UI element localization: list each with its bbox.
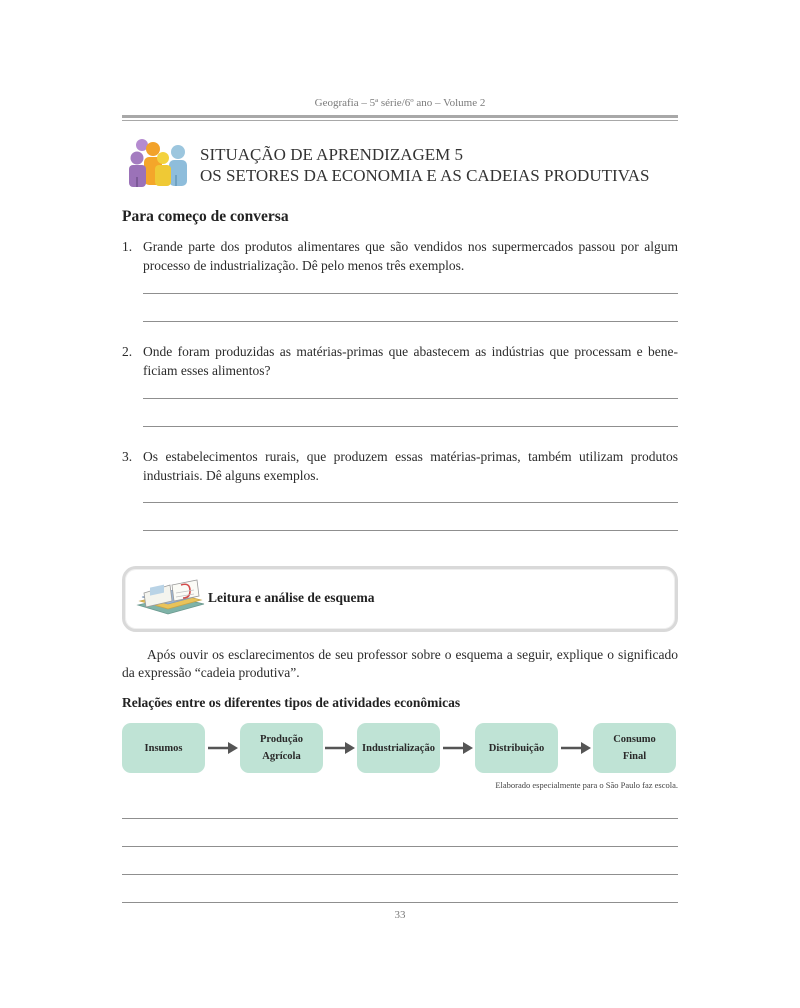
section-title-line-2: OS SETORES DA ECONOMIA E AS CADEIAS PRODUTIVAS: [200, 166, 650, 185]
page-number: 33: [394, 909, 406, 921]
question-2: [122, 342, 678, 380]
question-text: [143, 237, 678, 275]
production-chain-diagram: [122, 723, 678, 773]
flow-step-distribuicao: Distribuição: [475, 723, 558, 773]
question-line: industriais. Dê alguns exemplos.: [143, 468, 319, 483]
flow-arrow: [325, 742, 355, 754]
question-line: Onde foram produzidas as matérias-primas que abastecem as indústrias que processam e bene-: [143, 344, 678, 359]
question-text: [143, 447, 678, 485]
flow-arrow: [208, 742, 238, 754]
instruction-paragraph: [122, 646, 678, 682]
answer-line: [122, 846, 678, 847]
flow-arrow: [443, 742, 473, 754]
question-3: [122, 447, 678, 485]
answer-line: [122, 874, 678, 875]
diagram-title: Relações entre os diferentes tipos de atividades econômicas: [122, 695, 461, 710]
answer-line: [143, 398, 678, 399]
header-rule-thin: [122, 120, 678, 121]
answer-line: [143, 426, 678, 427]
header-rule: [122, 115, 678, 118]
question-line: Os estabelecimentos rurais, que produzem essas matérias-primas, também utilizam produtos: [143, 449, 678, 464]
question-line: Grande parte dos produtos alimentares que são vendidos nos supermercados passou por algum: [143, 239, 678, 254]
answer-line: [143, 293, 678, 294]
diagram-caption: Elaborado especialmente para o São Paulo faz escola.: [495, 780, 678, 790]
people-figures-icon: [126, 137, 192, 189]
flow-step-consumo-final: Consumo Final: [593, 723, 676, 773]
running-header: Geografia – 5ª série/6º ano – Volume 2: [314, 97, 486, 109]
activity-label: Leitura e análise de esquema: [208, 590, 375, 605]
intro-heading: Para começo de conversa: [122, 208, 289, 225]
instruction-line: Após ouvir os esclarecimentos de seu professor sobre o esquema a seguir, explique o significado: [147, 647, 678, 662]
section-title-line-1: SITUAÇÃO DE APRENDIZAGEM 5: [200, 145, 464, 164]
question-line: ficiam esses alimentos?: [143, 363, 271, 378]
answer-line: [143, 530, 678, 531]
question-line: processo de industrialização. Dê pelo menos três exemplos.: [143, 258, 465, 273]
question-1: [122, 237, 678, 275]
answer-line: [122, 818, 678, 819]
flow-step-industrializacao: Industrialização: [357, 723, 440, 773]
instruction-line: da expressão “cadeia produtiva”.: [122, 665, 300, 680]
flow-step-producao-agricola: Produção Agrícola: [240, 723, 323, 773]
question-number: 3.: [122, 449, 133, 464]
answer-line: [122, 902, 678, 903]
answer-line: [143, 321, 678, 322]
answer-line: [143, 502, 678, 503]
flow-arrows: [122, 723, 678, 773]
question-number: 2.: [122, 344, 133, 359]
flow-step-insumos: Insumos: [122, 723, 205, 773]
book-icon: [134, 573, 206, 617]
question-number: 1.: [122, 239, 133, 254]
flow-arrow: [561, 742, 591, 754]
question-text: [143, 342, 678, 380]
